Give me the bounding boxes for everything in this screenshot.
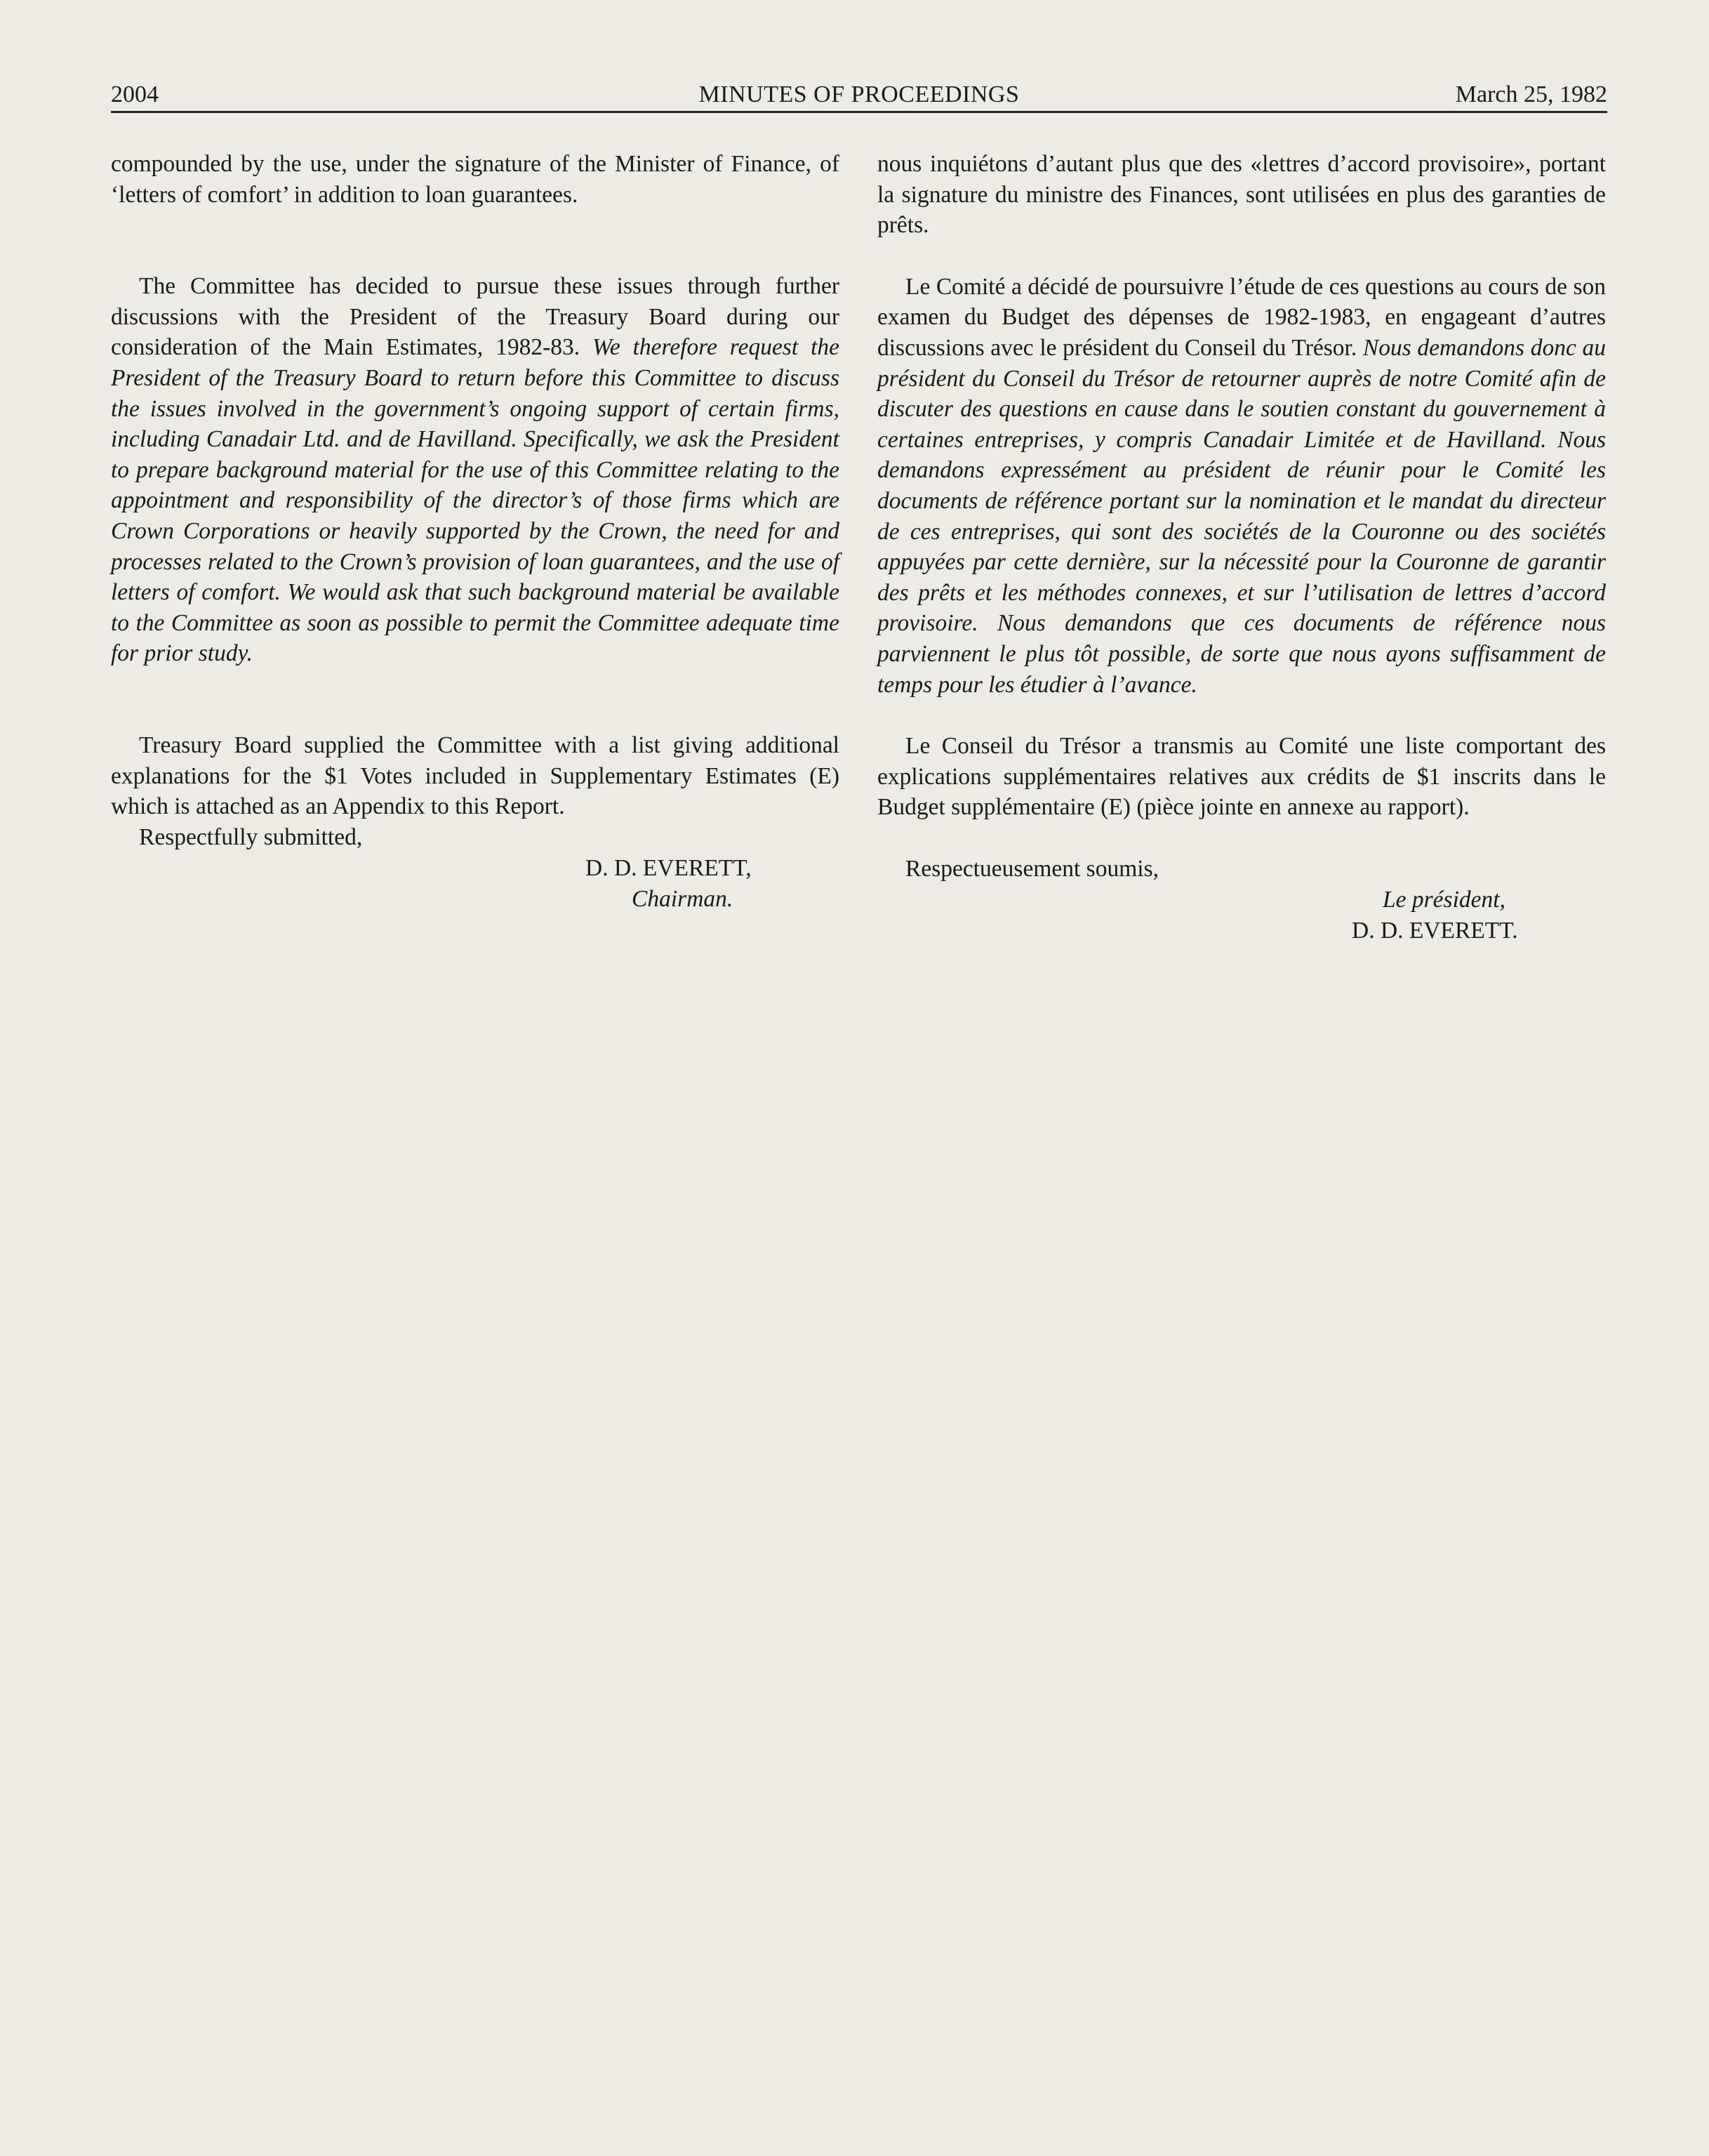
english-signer: D. D. EVERETT, [585,854,752,881]
french-signer-title: Le président, [1383,886,1505,913]
english-paragraph-2-italic: We therefore request the President of the Treasury Board to return before this Committee to discuss the issues involved in the government’s ongoing support of certain firms, including Canadair Ltd. and de Havilland. Specifically, we ask the President to prepare background material for the use of this Committee relating to the appointment and responsibility of the director’s of those firms which are Crown Corporations or heavily supported by the Crown, the need for and processes related to the Crown’s provision of loan guarantees, and the use of letters of comfort. We would ask that such background material be available to the Committee as soon as possible to permit the Committee adequate time for prior study. [111,334,839,667]
english-paragraph-3: Treasury Board supplied the Committee with a list giving additional explanations for the $1 Votes included in Supplementary Estimates (E) which is attached as an Appendix to this Report. [111,732,839,820]
french-closing: Respectueusement soumis, [905,855,1159,882]
french-paragraph-2-italic: Nous demandons donc au président du Conseil du Trésor de retourner auprès de notre Comité afin de discuter des questions en cause dans le soutien constant du gouvernement à certaines entreprises, y compris Canadair Limitée et de Havilland. Nous demandons expressément au président de réunir pour le Comité les documents de référence portant sur la nomination et le mandat du directeur de ces entreprises, qui sont des sociétés de la Couronne ou des sociétés appuyées par cette dernière, sur la nécessité pour la Couronne de garantir des prêts et les méthodes connexes, et sur l’utilisation de lettres d’accord provisoire. Nous demandons que ces documents de référence nous parviennent le plus tôt possible, de sorte que nous ayons suffisamment de temps pour les étudier à l’avance. [877,334,1606,698]
english-closing: Respectfully submitted, [139,824,363,850]
french-paragraph-2-plain: Le Comité a décidé de poursuivre l’étude de ces questions au cours de son examen du Budget des dépenses de 1982-1983, en engageant d’autres discussions avec le président du Conseil du Trésor. [877,273,1606,361]
english-paragraph-1: compounded by the use, under the signature of the Minister of Finance, of ‘letters of comfort’ in addition to loan guarantees. [111,151,839,208]
running-title: MINUTES OF PROCEEDINGS [698,81,1020,107]
english-signature-block [111,822,839,918]
french-column [877,149,1606,949]
english-column [111,149,839,918]
page-number: 2004 [111,81,159,107]
english-paragraph-2 [111,271,839,669]
french-signer: D. D. EVERETT. [1352,917,1518,944]
french-paragraph-1: nous inquiétons d’autant plus que des «lettres d’accord provisoire», portant la signature du ministre des Finances, sont utilisées en plus des garanties de prêts. [877,151,1606,239]
english-signer-title: Chairman. [632,885,733,912]
french-paragraph-3: Le Conseil du Trésor a transmis au Comité une liste comportant des explications supplémentaires relatives aux crédits de $1 inscrits dans le Budget supplémentaire (E) (pièce jointe en annexe au rapport). [877,733,1606,821]
english-paragraph-2-plain: The Committee has decided to pursue these issues through further discussions with the President of the Treasury Board during our consideration of the Main Estimates, 1982-83. [111,273,839,361]
french-signature-block [877,854,1606,949]
page-header [111,69,1607,113]
french-paragraph-2 [877,272,1606,700]
header-date: March 25, 1982 [1455,81,1607,107]
